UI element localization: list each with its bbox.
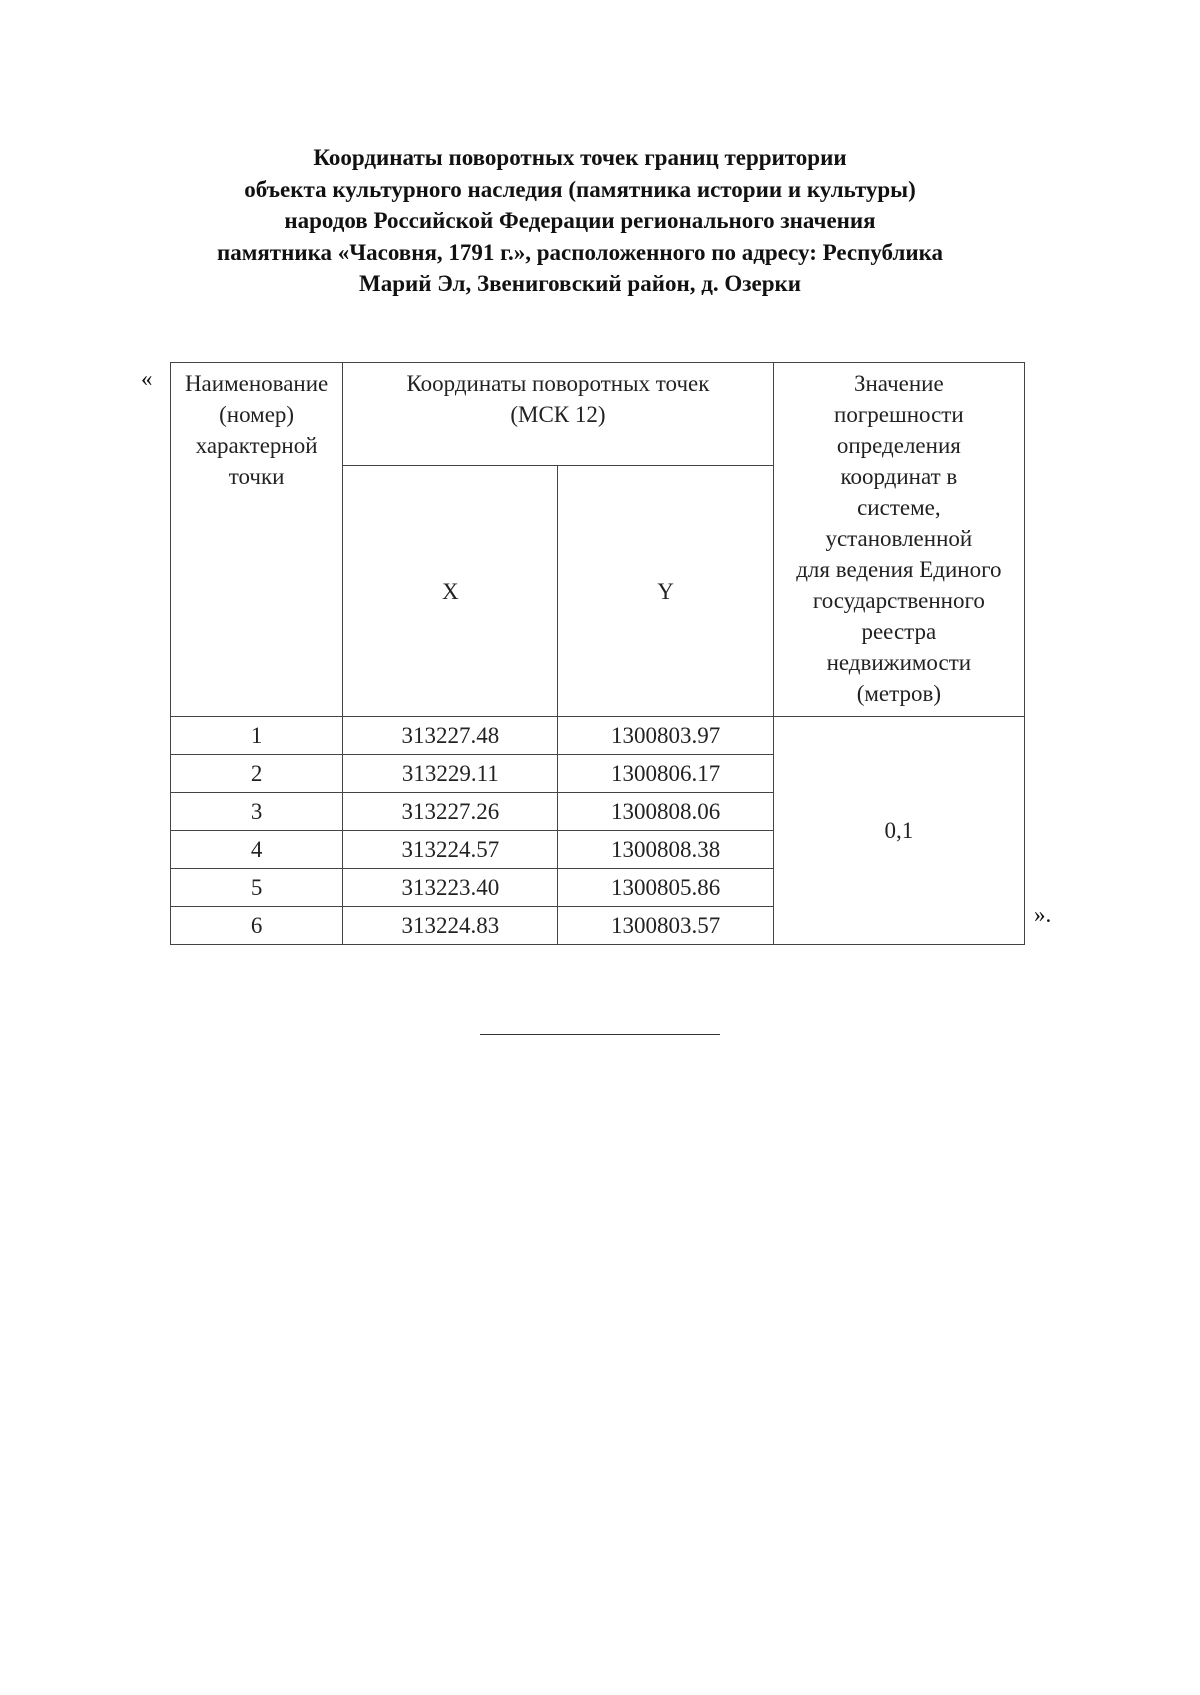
y-value: 1300805.86 bbox=[558, 869, 773, 907]
closing-quote: ». bbox=[1034, 902, 1052, 927]
x-value: 313227.26 bbox=[343, 793, 558, 831]
title-line: народов Российской Федерации регионального значения bbox=[284, 208, 876, 233]
point-number: 1 bbox=[171, 717, 343, 755]
header-coordinates bbox=[343, 363, 774, 466]
point-number: 2 bbox=[171, 755, 343, 793]
table-header-row bbox=[171, 363, 1025, 466]
point-number: 6 bbox=[171, 907, 343, 945]
y-value: 1300803.57 bbox=[558, 907, 773, 945]
y-value: 1300808.38 bbox=[558, 831, 773, 869]
point-number: 5 bbox=[171, 869, 343, 907]
header-accuracy-text: Значение погрешности определения координат в системе, установленной для ведения Единого государственного реестра недвижимости (метров) bbox=[796, 371, 1002, 706]
y-value: 1300808.06 bbox=[558, 793, 773, 831]
header-point-name-text: Наименование (номер) характерной точки bbox=[184, 371, 329, 489]
opening-quote: « bbox=[141, 366, 153, 391]
point-number: 3 bbox=[171, 793, 343, 831]
title-line: Координаты поворотных точек границ территории bbox=[313, 145, 847, 170]
header-coordinates-text: Координаты поворотных точек (МСК 12) bbox=[406, 371, 710, 427]
y-value: 1300806.17 bbox=[558, 755, 773, 793]
header-y: Y bbox=[558, 466, 773, 717]
title-line: объекта культурного наследия (памятника истории и культуры) bbox=[244, 176, 916, 202]
y-value: 1300803.97 bbox=[558, 717, 773, 755]
closing-rule bbox=[480, 1034, 720, 1035]
point-number: 4 bbox=[171, 831, 343, 869]
coordinates-table bbox=[170, 362, 1025, 945]
x-value: 313224.83 bbox=[343, 907, 558, 945]
x-value: 313223.40 bbox=[343, 869, 558, 907]
header-accuracy bbox=[773, 363, 1024, 717]
x-value: 313229.11 bbox=[343, 755, 558, 793]
header-point-name bbox=[171, 363, 343, 717]
document-title bbox=[120, 142, 1040, 300]
title-line: памятника «Часовня, 1791 г.», расположенного по адресу: Республика bbox=[216, 239, 944, 265]
title-line: Марий Эл, Звениговский район, д. Озерки bbox=[358, 271, 801, 296]
table-row bbox=[171, 717, 1025, 755]
accuracy-value: 0,1 bbox=[773, 717, 1024, 945]
x-value: 313224.57 bbox=[343, 831, 558, 869]
header-x: X bbox=[343, 466, 558, 717]
x-value: 313227.48 bbox=[343, 717, 558, 755]
